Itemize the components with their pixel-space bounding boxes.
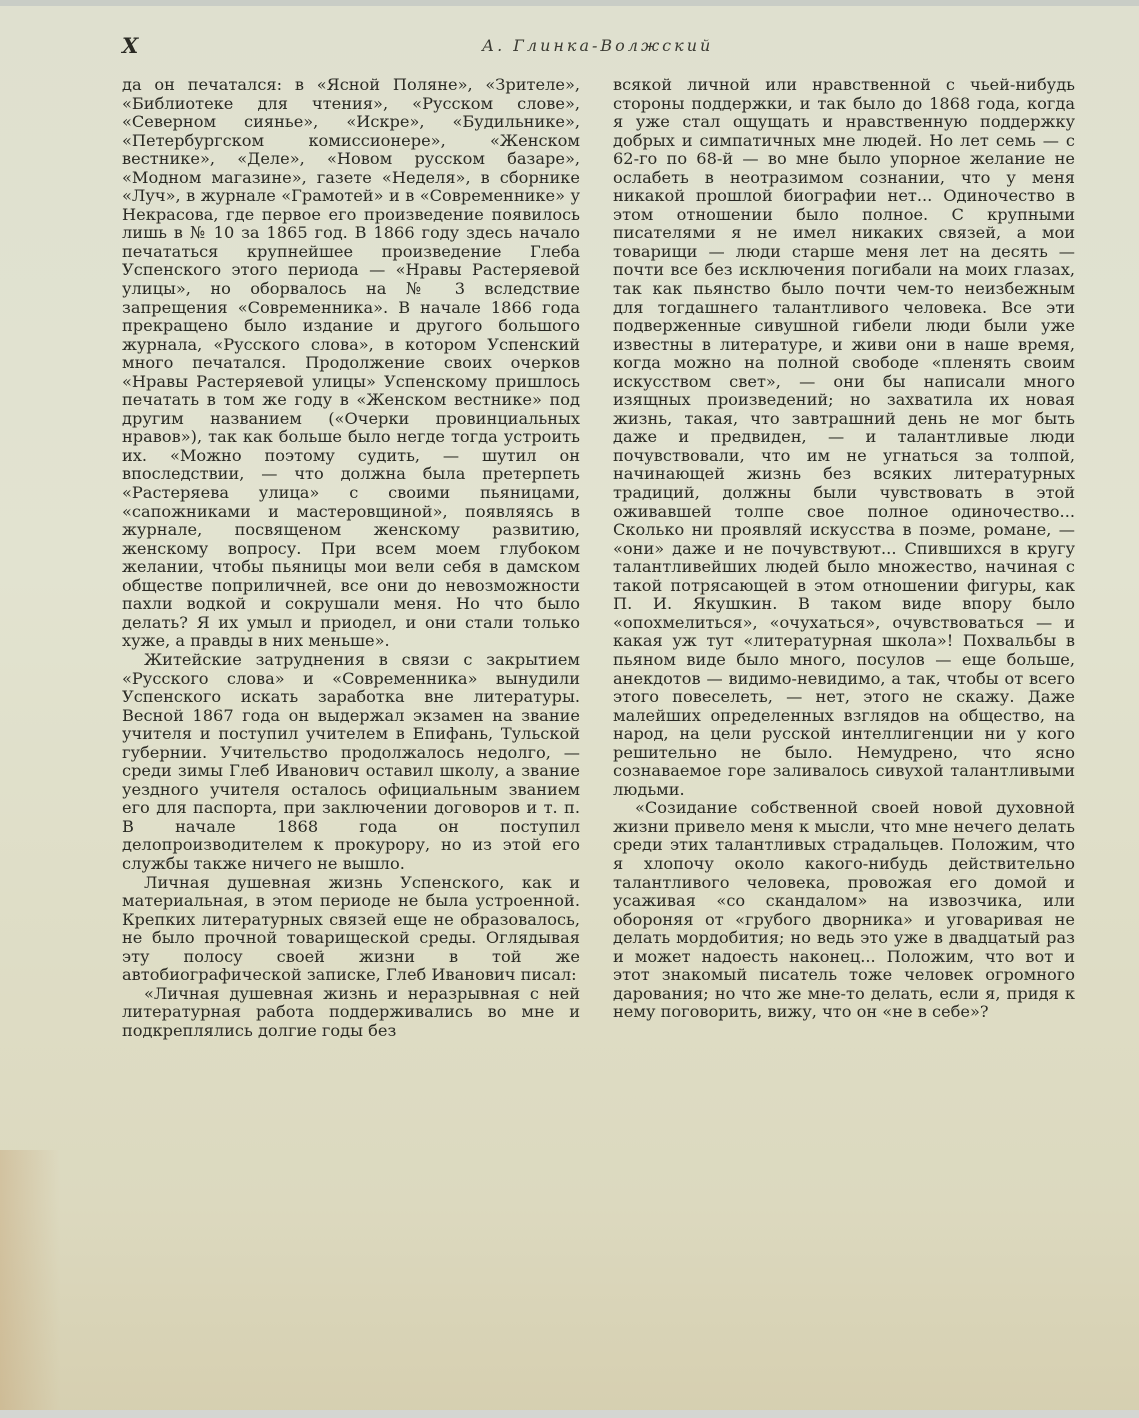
- scan-top-edge: [0, 0, 1139, 6]
- text-column-right: [613, 76, 1075, 1022]
- quote-paragraph: «Созидание собственной своей новой духовной жизни привело меня к мысли, что мне нечего делать среди этих талантливых страдальцев. Положим, что я хлопочу около какого-нибудь действительно талантливого человека, провожая его домой и усаживая «со скандалом» на извозчика, или обороняя от «грубого дворника» и уговаривая не делать мордобития; но ведь это уже в двадцатый раз и может надоесть наконец... Положим, что вот и этот знакомый писатель тоже человек огромного дарования; но что же мне-то делать, если я, придя к нему поговорить, вижу, что он «не в себе»?: [613, 798, 1075, 1022]
- running-head-author: А. Глинка-Волжский: [482, 36, 714, 55]
- quote-paragraph: всякой личной или нравственной с чьей-нибудь стороны поддержки, и так было до 1868 года, когда я уже стал ощущать и нравственную поддержку добрых и симпатичных мне людей. Но лет семь — с 62-го по 68-й — во мне было упорное желание не ослабеть в неотразимом сознании, что у меня никакой прошлой биографии нет... Одиночество в этом отношении было полное. С крупными писателями я не имел никаких связей, а мои товарищи — люди старше меня лет на десять — почти все без исключения погибали на моих глазах, так как пьянство было почти чем-то неизбежным для тогдашнего талантливого человека. Все эти подверженные сивушной гибели люди были уже известны в литературе, и живи они в наше время, когда можно на полной свободе «пленять своим искусством свет», — они бы написали много изящных произведений; но захватила их новая жизнь, такая, что завтрашний день не мог быть даже и предвиден, — и талантливые люди почувствовали, что им не угнаться за толпой, начинающей жизнь без всяких литературных традиций, должны были чувствовать в этой оживавшей толпе свое полное одиночество... Сколько ни проявляй искусства в поэме, романе, — «они» даже и не почувствуют... Спившихся в кругу талантливейших людей было множество, начиная с такой потрясающей в этом отношении фигуры, как П. И. Якушкин. В таком виде впору было «опохмелиться», «очухаться», очувствоваться — и какая уж тут «литературная школа»! Похвальбы в пьяном виде было много, посулов — еще больше, анекдотов — видимо-невидимо, а так, чтобы от всего этого повеселеть, — нет, этого не скажу. Даже малейших определенных взглядов на общество, на народ, на цели русской интеллигенции ни у кого решительно не было. Немудрено, что ясно сознаваемое горе заливалось сивухой талантливыми людьми.: [613, 75, 1075, 799]
- quote-paragraph: «Личная душевная жизнь и неразрывная с ней литературная работа поддерживались во мне и подкреплялись долгие годы без: [122, 983, 580, 1040]
- page-number: X: [122, 33, 139, 58]
- page-header: [122, 33, 1092, 59]
- text-column-left: [122, 76, 580, 1040]
- scan-bottom-edge: [0, 1410, 1139, 1418]
- paragraph: да он печатался: в «Ясной Поляне», «Зрителе», «Библиотеке для чтения», «Русском слове», «Северном сиянье», «Искре», «Будильнике», «Петербургском комиссионере», «Женском вестнике», «Деле», «Новом русском базаре», «Модном магазине», газете «Неделя», в сборнике «Луч», в журнале «Грамотей» и в «Современнике» у Некрасова, где первое его произведение появилось лишь в № 10 за 1865 год. В 1866 году здесь начало печататься крупнейшее произведение Глеба Успенского этого периода — «Нравы Растеряевой улицы», но оборвалось на № 3 вследствие запрещения «Современника». В начале 1866 года прекращено было издание и другого большого журнала, «Русского слова», в котором Успенский много печатался. Продолжение своих очерков «Нравы Растеряевой улицы» Успенскому пришлось печатать в том же году в «Женском вестнике» под другим названием («Очерки провинциальных нравов»), так как больше было негде тогда устроить их. «Можно поэтому судить, — шутил он впоследствии, — что должна была претерпеть «Растеряева улица» с своими пьяницами, «сапожниками и мастеровщиной», появляясь в журнале, посвященом женскому развитию, женскому вопросу. При всем моем глубоком желании, чтобы пьяницы мои вели себя в дамском обществе поприличней, все они до невозможности пахли водкой и сокрушали меня. Но что было делать? Я их умыл и приодел, и они стали только хуже, а правды в них меньше».: [122, 75, 580, 651]
- paragraph: Житейские затруднения в связи с закрытием «Русского слова» и «Современника» вынудили Успенского искать заработка вне литературы. Весной 1867 года он выдержал экзамен на звание учителя и поступил учителем в Епифань, Тульской губернии. Учительство продолжалось недолго, — среди зимы Глеб Иванович оставил школу, а звание уездного учителя осталось официальным званием его для паспорта, при заключении договоров и т. п. В начале 1868 года он поступил делопроизводителем к прокурору, но из этой его службы также ничего не вышло.: [122, 649, 580, 873]
- paper-stain: [0, 1150, 60, 1410]
- paragraph: Личная душевная жизнь Успенского, как и материальная, в этом периоде не была устроенной. Крепких литературных связей еще не образовалось, не было прочной товарищеской среды. Оглядывая эту полосу своей жизни в той же автобиографической записке, Глеб Иванович писал:: [122, 872, 580, 985]
